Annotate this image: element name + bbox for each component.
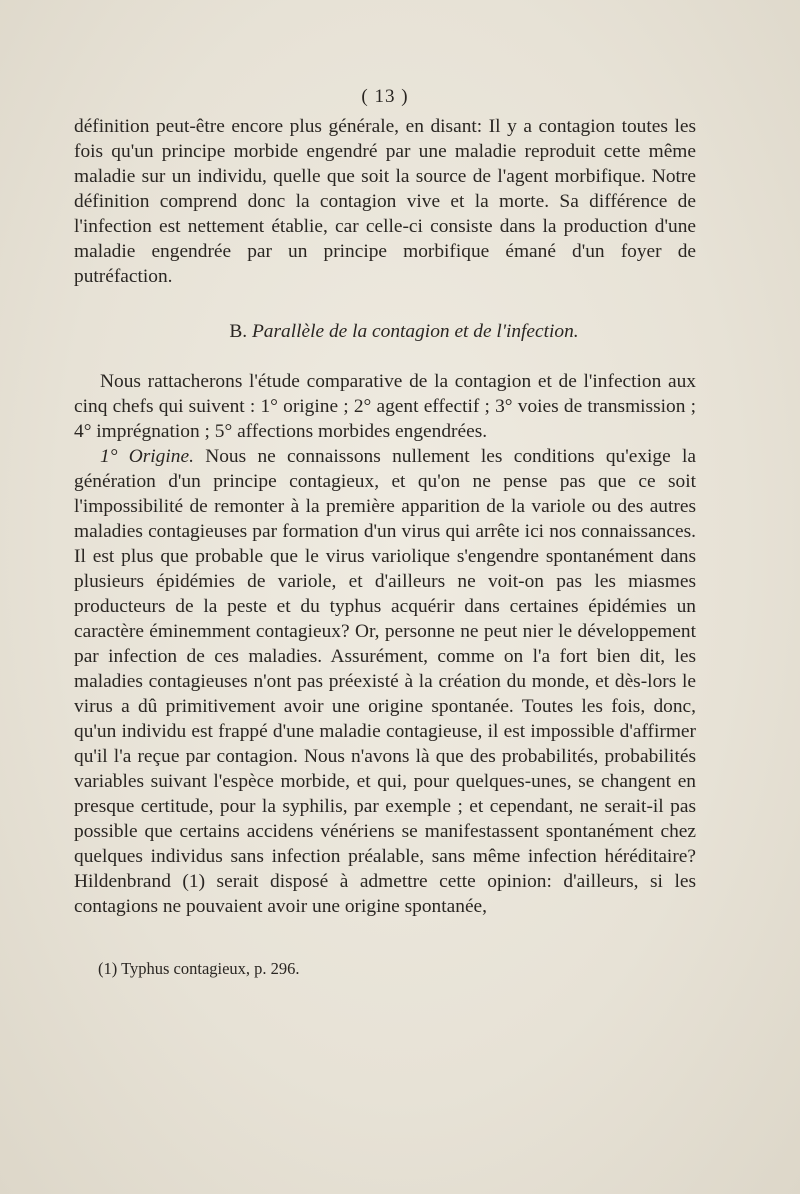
paragraph-origine-text: Nous ne connaissons nullement les conditions qu'exige la génération d'un principe contagieux, et qu'on ne pense pas que ce soit l'impossibilité de remonter à la première apparition de la variole ou des autres maladies contagieuses par formation d'un virus qui arrête ici nos connaissances. Il est plus que probable que le virus variolique s'engendre spontanément dans plusieurs épidémies de variole, et d'ailleurs ne voit-on pas les miasmes producteurs de la peste et du typhus acquérir dans certaines épidémies un caractère éminemment contagieux? Or, personne ne peut nier le développement par infection de ces maladies. Assurément, comme on l'a fort bien dit, les maladies contagieuses n'ont pas préexisté à la création du monde, et dès-lors le virus a dû primitivement avoir une origine spontanée. Toutes les fois, donc, qu'un individu est frappé d'une maladie contagieuse, il est impossible d'affirmer qu'il l'a reçue par contagion. Nous n'avons là que des probabilités, probabilités variables suivant l'espèce morbide, et qui, pour quelques-unes, se changent en presque certitude, pour la syphilis, par exemple ; et cependant, ne serait-il pas possible que certains accidens vénériens se manifestassent spontanément chez quelques individus sans infection préalable, sans même infection héréditaire? Hildenbrand (1) serait disposé à admettre cette opinion: d'ailleurs, si les contagions ne pouvaient avoir une origine spontanée, — [74, 446, 697, 917]
section-heading — [74, 319, 734, 344]
paragraph-definition: définition peut-être encore plus générale, en disant: Il y a contagion toutes les fois qu'un principe morbide engendré par une maladie reproduit cette même maladie sur un individu, quelle que soit la source de l'agent morbifique. Notre définition comprend donc la contagion vive et la morte. Sa différence de l'infection est nettement établie, car celle-ci consiste dans la production d'une maladie engendrée par un principe morbifique émané d'un foyer de putréfaction. — [74, 116, 696, 287]
section-title: Parallèle de la contagion et de l'infection. — [251, 321, 579, 342]
paragraph-origine-lead: 1° Origine. — [100, 446, 194, 467]
footnote: (1) Typhus contagieux, p. 296. — [98, 959, 300, 978]
paragraph-chefs: Nous rattacherons l'étude comparative de la contagion et de l'infection aux cinq chefs qui suivent : 1° origine ; 2° agent effectif ; 3° voies de transmission ; 4° imprégnation ; 5° affections morbides engendrées. — [74, 371, 696, 442]
page-number: ( 13 ) — [361, 86, 409, 107]
paragraph-origine — [74, 444, 696, 919]
section-label: B. — [229, 321, 248, 342]
